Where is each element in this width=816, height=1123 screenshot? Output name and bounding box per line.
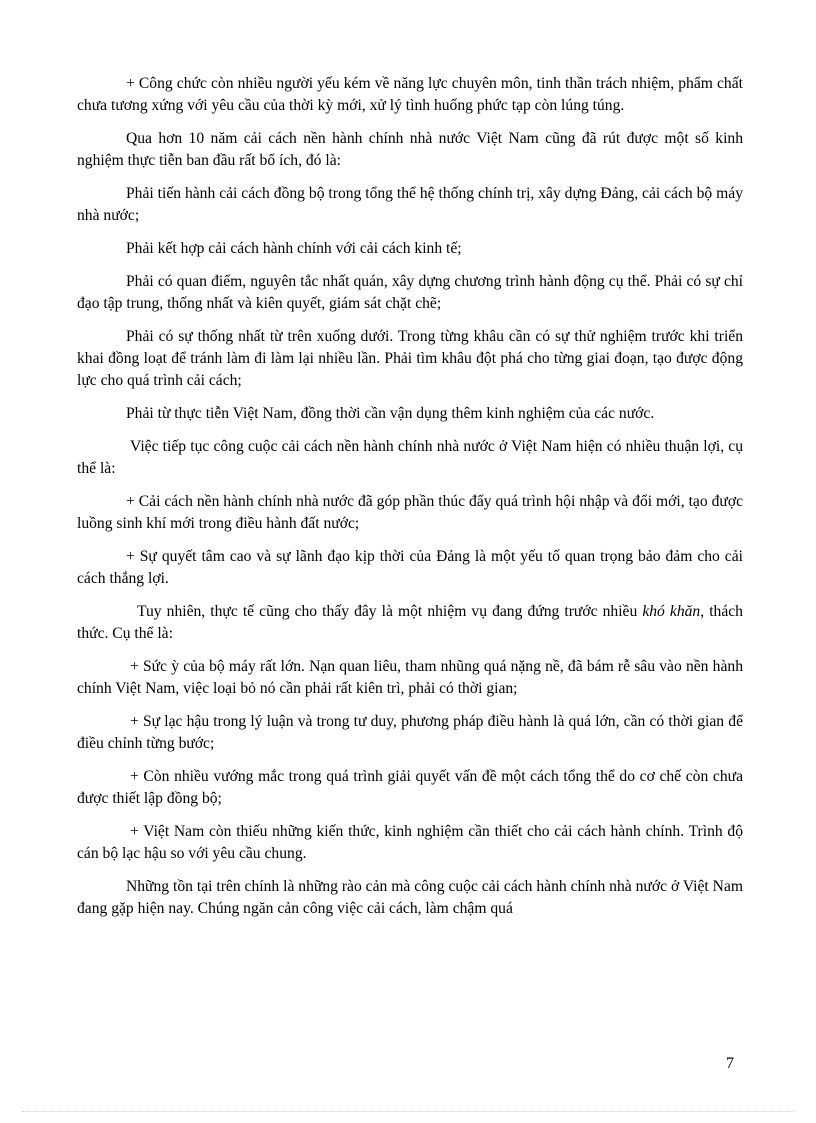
paragraph-5: Phải có quan điểm, nguyên tắc nhất quán, xây dựng chương trình hành động cụ thể. Phải có sự chỉ đạo tập trung, thống nhất và kiên quyết, giám sát chặt chẽ; — [77, 273, 743, 312]
paragraph-4: Phải kết hợp cải cách hành chính với cải cách kinh tế; — [126, 240, 462, 257]
page-bottom-rule — [22, 1111, 794, 1112]
page-number: 7 — [726, 1055, 734, 1072]
paragraph-7: Phải từ thực tiễn Việt Nam, đồng thời cần vận dụng thêm kinh nghiệm của các nước. — [126, 405, 655, 422]
paragraph-9: + Cải cách nền hành chính nhà nước đã góp phần thúc đẩy quá trình hội nhập và đổi mới, tạo được luồng sinh khí mới trong điều hành đất nước; — [77, 493, 743, 532]
paragraph-16: Những tồn tại trên chính là những rào cản mà công cuộc cải cách hành chính nhà nước ở Việt Nam đang gặp hiện nay. Chúng ngăn cản công việc cải cách, làm chậm quá — [77, 878, 743, 917]
paragraph-11-emphasis: khó khăn — [642, 603, 701, 620]
paragraph-12: + Sức ỳ của bộ máy rất lớn. Nạn quan liêu, tham nhũng quá nặng nề, đã bám rễ sâu vào nền hành chính Việt Nam, việc loại bỏ nó cần phải rất kiên trì, phải có thời gian; — [77, 658, 743, 697]
paragraph-14: + Còn nhiều vướng mắc trong quá trình giải quyết vấn đề một cách tổng thể do cơ chế còn chưa được thiết lập đồng bộ; — [77, 768, 743, 807]
paragraph-11 — [77, 601, 743, 645]
body-text — [77, 73, 743, 931]
paragraph-3: Phải tiến hành cải cách đồng bộ trong tổng thể hệ thống chính trị, xây dựng Đảng, cải cách bộ máy nhà nước; — [77, 185, 743, 224]
paragraph-2: Qua hơn 10 năm cải cách nền hành chính nhà nước Việt Nam cũng đã rút được một số kinh nghiệm thực tiễn ban đầu rất bổ ích, đó là: — [77, 130, 743, 169]
paragraph-6: Phải có sự thống nhất từ trên xuống dưới. Trong từng khâu cần có sự thử nghiệm trước khi triển khai đồng loạt để tránh làm đi làm lại nhiều lần. Phải tìm khâu đột phá cho từng giai đoạn, tạo được động lực cho quá trình cải cách; — [77, 328, 743, 389]
paragraph-1: + Công chức còn nhiều người yếu kém về năng lực chuyên môn, tinh thần trách nhiệm, phẩm chất chưa tương xứng với yêu cầu của thời kỳ mới, xử lý tình huống phức tạp còn lúng túng. — [77, 75, 743, 114]
paragraph-11-end: , thách thức. Cụ thể là: — [77, 603, 743, 642]
paragraph-8: Việc tiếp tục công cuộc cải cách nền hành chính nhà nước ở Việt Nam hiện có nhiều thuận lợi, cụ thể là: — [77, 438, 743, 477]
paragraph-13: + Sự lạc hậu trong lý luận và trong tư duy, phương pháp điều hành là quá lớn, cần có thời gian để điều chỉnh từng bước; — [77, 713, 743, 752]
paragraph-15: + Việt Nam còn thiếu những kiến thức, kinh nghiệm cần thiết cho cải cách hành chính. Trình độ cán bộ lạc hậu so với yêu cầu chung. — [77, 823, 743, 862]
paragraph-10: + Sự quyết tâm cao và sự lãnh đạo kịp thời của Đảng là một yếu tố quan trọng bảo đảm cho cải cách thắng lợi. — [77, 548, 743, 587]
paragraph-11-start: Tuy nhiên, thực tế cũng cho thấy đây là một nhiệm vụ đang đứng trước nhiều — [137, 603, 643, 620]
